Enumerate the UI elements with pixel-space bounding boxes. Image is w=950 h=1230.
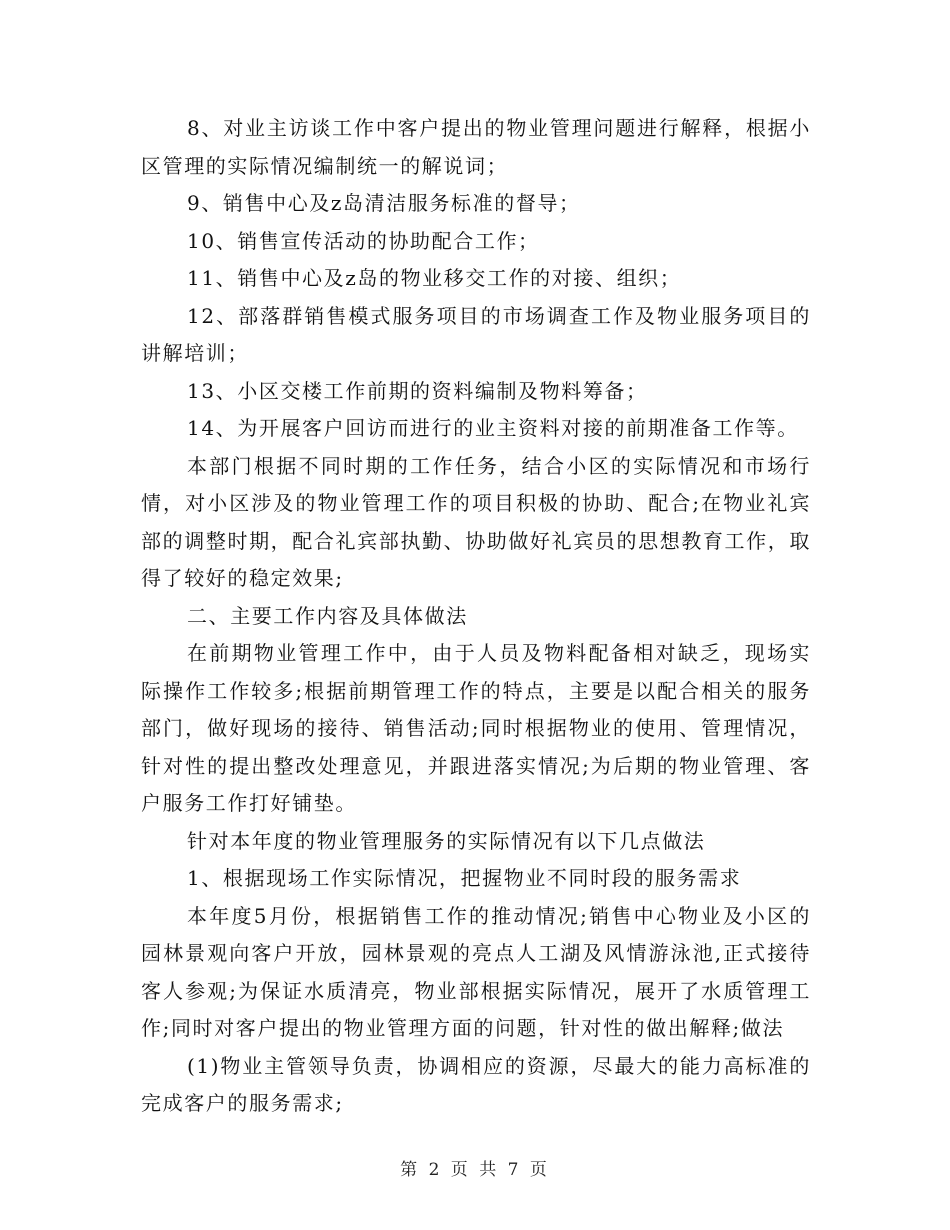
paragraph-item-8: 8、对业主访谈工作中客户提出的物业管理问题进行解释，根据小区管理的实际情况编制统一的解说词； bbox=[141, 116, 811, 178]
page-number-footer: 第 2 页 共 7 页 bbox=[400, 1160, 550, 1180]
paragraph-early-management: 在前期物业管理工作中，由于人员及物料配备相对缺乏，现场实际操作工作较多;根据前期管理工作的特点，主要是以配合相关的服务部门，做好现场的接待、销售活动;同时根据物业的使用、管理情况，针对性的提出整改处理意见，并跟进落实情况;为后期的物业管理、客户服务工作打好铺垫。 bbox=[141, 641, 811, 815]
paragraph-item-14: 14、为开展客户回访而进行的业主资料对接的前期准备工作等。 bbox=[187, 416, 799, 440]
paragraph-methods-intro: 针对本年度的物业管理服务的实际情况有以下几点做法 bbox=[187, 828, 706, 853]
paragraph-department-summary: 本部门根据不同时期的工作任务，结合小区的实际情况和市场行情，对小区涉及的物业管理工作的项目积极的协助、配合;在物业礼宾部的调整时期，配合礼宾部执勤、协助做好礼宾员的思想教育工作，取得了较好的稳定效果; bbox=[141, 453, 811, 590]
subheading-item-1: 1、根据现场工作实际情况，把握物业不同时段的服务需求 bbox=[187, 866, 742, 890]
paragraph-may-report: 本年度5月份，根据销售工作的推动情况;销售中心物业及小区的园林景观向客户开放，园林景观的亮点人工湖及风情游泳池,正式接待客人参观;为保证水质清亮，物业部根据实际情况，展开了水质管理工作;同时对客户提出的物业管理方面的问题，针对性的做出解释;做法 bbox=[141, 903, 811, 1040]
paragraph-item-9: 9、销售中心及z岛清洁服务标准的督导； bbox=[187, 191, 581, 215]
paragraph-item-11: 11、销售中心及z岛的物业移交工作的对接、组织； bbox=[187, 266, 682, 290]
paragraph-item-12: 12、部落群销售模式服务项目的市场调查工作及物业服务项目的讲解培训； bbox=[141, 303, 811, 365]
paragraph-item-13: 13、小区交楼工作前期的资料编制及物料筹备； bbox=[187, 378, 648, 403]
section-heading: 二、主要工作内容及具体做法 bbox=[187, 603, 468, 628]
paragraph-method-1: (1)物业主管领导负责，协调相应的资源，尽最大的能力高标准的完成客户的服务需求; bbox=[141, 1053, 811, 1115]
document-body bbox=[141, 110, 811, 1123]
paragraph-item-10: 10、销售宣传活动的协助配合工作； bbox=[187, 228, 540, 253]
